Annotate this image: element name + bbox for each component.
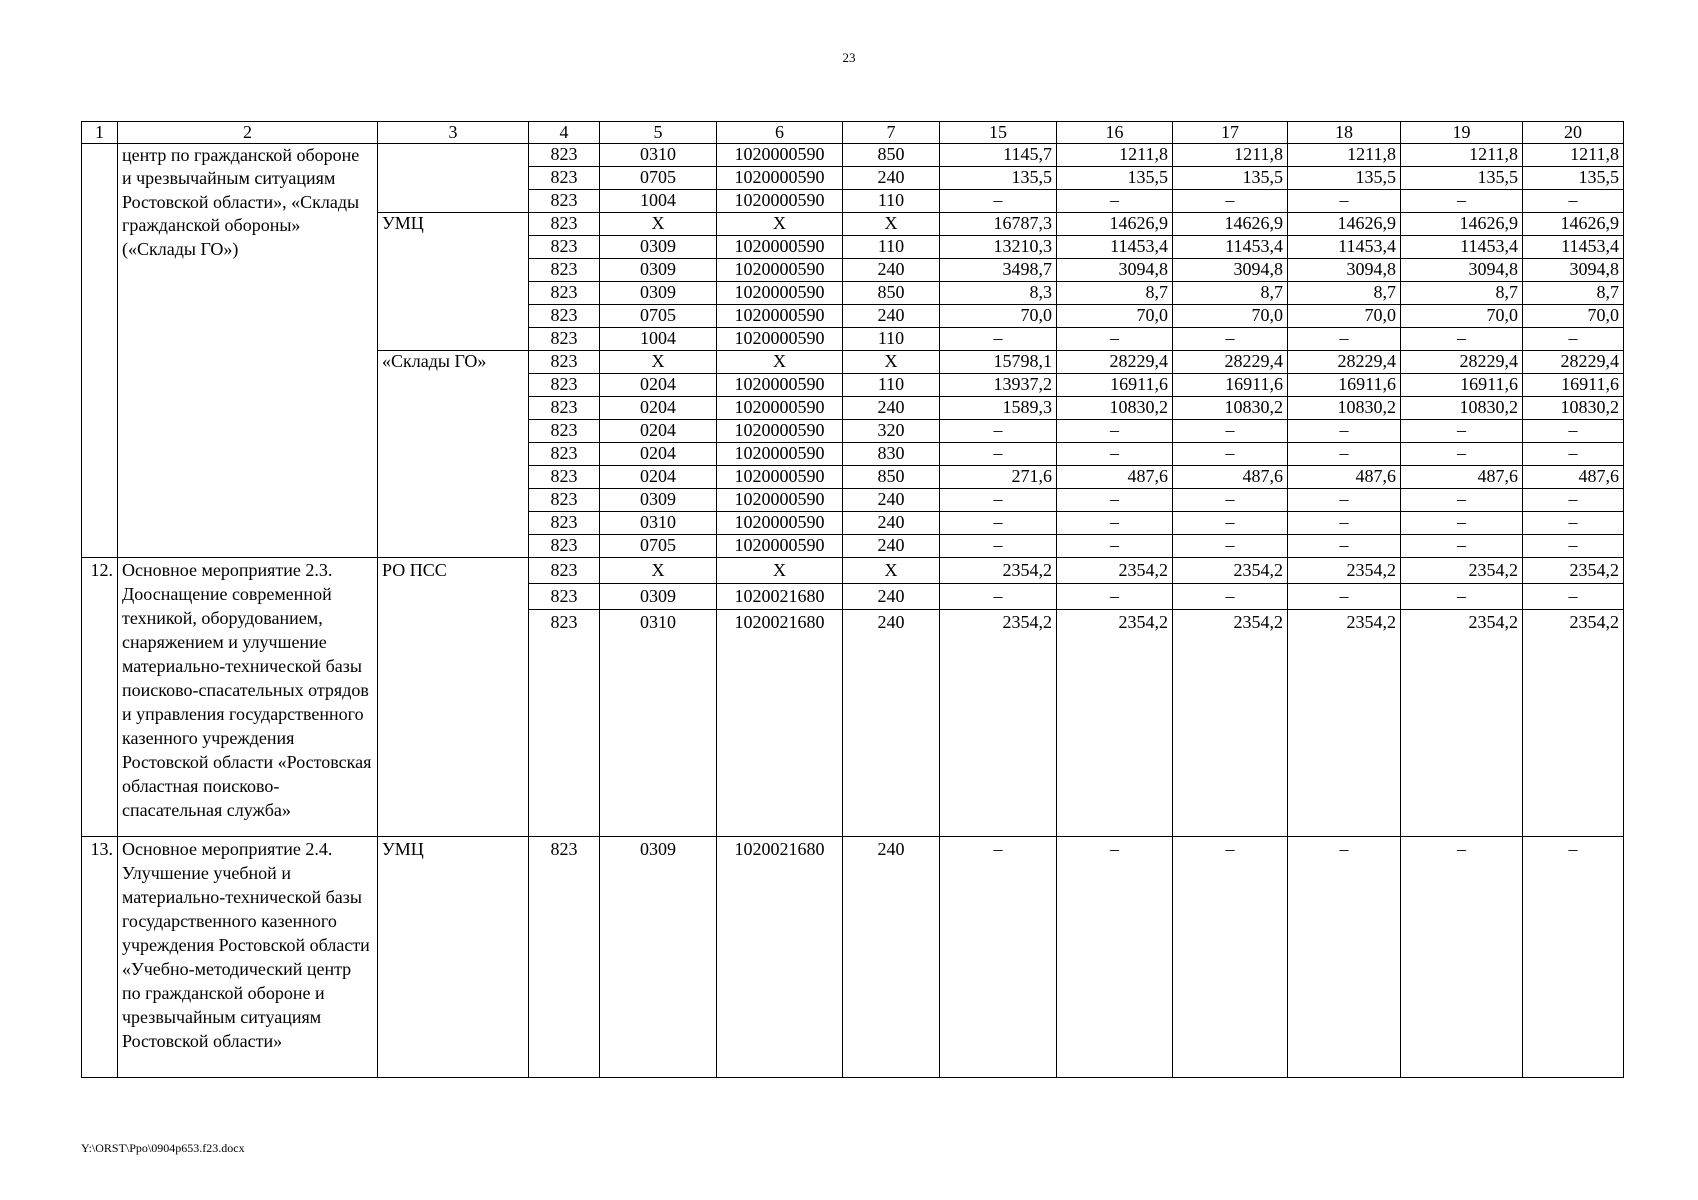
value-cell: 487,6 (1057, 466, 1173, 489)
column-header: 15 (940, 122, 1057, 144)
value-cell: 16787,3 (940, 213, 1057, 236)
value-cell: 11453,4 (1523, 236, 1624, 259)
value-cell: 14626,9 (1057, 213, 1173, 236)
code-cell: 823 (529, 512, 600, 535)
code-cell: 0204 (600, 374, 717, 397)
code-cell: 1020000590 (717, 420, 843, 443)
value-cell: – (1173, 837, 1288, 1078)
value-cell: – (1401, 535, 1523, 558)
value-cell: – (1288, 837, 1401, 1078)
value-cell: – (1523, 837, 1624, 1078)
value-cell: – (1173, 512, 1288, 535)
code-cell: 1020000590 (717, 328, 843, 351)
executor-cell: «Склады ГО» (378, 351, 529, 558)
value-cell: – (1523, 328, 1624, 351)
code-cell: Х (717, 213, 843, 236)
code-cell: 823 (529, 213, 600, 236)
executor-cell (378, 144, 529, 213)
code-cell: 0705 (600, 305, 717, 328)
code-cell: Х (843, 351, 940, 374)
code-cell: 823 (529, 610, 600, 837)
code-cell: 0310 (600, 512, 717, 535)
code-cell: 240 (843, 512, 940, 535)
value-cell: 28229,4 (1523, 351, 1624, 374)
code-cell: 0204 (600, 420, 717, 443)
value-cell: 8,7 (1523, 282, 1624, 305)
column-header: 19 (1401, 122, 1523, 144)
code-cell: 1020000590 (717, 489, 843, 512)
column-header: 16 (1057, 122, 1173, 144)
value-cell: 70,0 (940, 305, 1057, 328)
value-cell: 1145,7 (940, 144, 1057, 167)
code-cell: 850 (843, 144, 940, 167)
code-cell: 823 (529, 489, 600, 512)
value-cell: 3094,8 (1288, 259, 1401, 282)
code-cell: 240 (843, 259, 940, 282)
code-cell: 830 (843, 443, 940, 466)
value-cell: 70,0 (1173, 305, 1288, 328)
value-cell: 1211,8 (1057, 144, 1173, 167)
value-cell: – (940, 190, 1057, 213)
value-cell: – (1173, 489, 1288, 512)
value-cell: 14626,9 (1173, 213, 1288, 236)
value-cell: – (1173, 328, 1288, 351)
value-cell: 2354,2 (1523, 558, 1624, 584)
value-cell: – (1173, 443, 1288, 466)
value-cell: 2354,2 (1057, 558, 1173, 584)
code-cell: 1020000590 (717, 466, 843, 489)
value-cell: 271,6 (940, 466, 1057, 489)
value-cell: – (940, 512, 1057, 535)
code-cell: 240 (843, 397, 940, 420)
code-cell: 1020000590 (717, 144, 843, 167)
column-header: 6 (717, 122, 843, 144)
value-cell: 2354,2 (1288, 610, 1401, 837)
value-cell: 135,5 (1523, 167, 1624, 190)
value-cell: 487,6 (1288, 466, 1401, 489)
code-cell: 823 (529, 558, 600, 584)
row-number-cell (82, 144, 118, 558)
value-cell: 11453,4 (1057, 236, 1173, 259)
code-cell: 823 (529, 167, 600, 190)
activity-description: центр по гражданской обороне и чрезвычайным ситуациям Ростовской области», «Склады гражданской обороны» («Склады ГО») (118, 144, 378, 558)
code-cell: 1020000590 (717, 374, 843, 397)
code-cell: 1020000590 (717, 512, 843, 535)
table-row (82, 558, 1624, 584)
value-cell: – (1288, 584, 1401, 610)
code-cell: 823 (529, 420, 600, 443)
column-header: 20 (1523, 122, 1624, 144)
code-cell: 1020000590 (717, 259, 843, 282)
column-header: 5 (600, 122, 717, 144)
value-cell: – (1401, 443, 1523, 466)
value-cell: 13210,3 (940, 236, 1057, 259)
value-cell: – (1401, 190, 1523, 213)
code-cell: 1020000590 (717, 535, 843, 558)
value-cell: – (1173, 535, 1288, 558)
column-header: 3 (378, 122, 529, 144)
code-cell: 0204 (600, 443, 717, 466)
value-cell: – (940, 443, 1057, 466)
value-cell: 2354,2 (1288, 558, 1401, 584)
code-cell: 823 (529, 144, 600, 167)
code-cell: 823 (529, 584, 600, 610)
code-cell: 823 (529, 305, 600, 328)
code-cell: 0309 (600, 489, 717, 512)
value-cell: – (1401, 837, 1523, 1078)
code-cell: 320 (843, 420, 940, 443)
code-cell: 823 (529, 328, 600, 351)
value-cell: – (1173, 584, 1288, 610)
value-cell: 16911,6 (1173, 374, 1288, 397)
value-cell: – (940, 328, 1057, 351)
value-cell: – (1401, 512, 1523, 535)
code-cell: 240 (843, 610, 940, 837)
code-cell: 0705 (600, 535, 717, 558)
value-cell: – (1057, 512, 1173, 535)
value-cell: – (1288, 190, 1401, 213)
code-cell: 1020021680 (717, 584, 843, 610)
value-cell: – (940, 420, 1057, 443)
value-cell: 10830,2 (1173, 397, 1288, 420)
value-cell: 16911,6 (1401, 374, 1523, 397)
value-cell: 28229,4 (1057, 351, 1173, 374)
value-cell: 14626,9 (1288, 213, 1401, 236)
code-cell: 240 (843, 167, 940, 190)
code-cell: 823 (529, 397, 600, 420)
value-cell: 11453,4 (1173, 236, 1288, 259)
value-cell: 1589,3 (940, 397, 1057, 420)
value-cell: 3094,8 (1173, 259, 1288, 282)
code-cell: 823 (529, 374, 600, 397)
value-cell: 11453,4 (1288, 236, 1401, 259)
code-cell: 240 (843, 837, 940, 1078)
value-cell: 487,6 (1173, 466, 1288, 489)
value-cell: – (1523, 443, 1624, 466)
value-cell: 8,7 (1057, 282, 1173, 305)
header-row (82, 122, 1624, 144)
value-cell: 70,0 (1057, 305, 1173, 328)
value-cell: 3498,7 (940, 259, 1057, 282)
value-cell: – (1057, 443, 1173, 466)
value-cell: 1211,8 (1401, 144, 1523, 167)
value-cell: 8,7 (1173, 282, 1288, 305)
value-cell: 28229,4 (1173, 351, 1288, 374)
code-cell: 0204 (600, 397, 717, 420)
value-cell: 28229,4 (1288, 351, 1401, 374)
value-cell: 2354,2 (1173, 558, 1288, 584)
code-cell: 1020000590 (717, 282, 843, 305)
value-cell: – (1523, 420, 1624, 443)
page-number: 23 (842, 50, 856, 65)
code-cell: 823 (529, 837, 600, 1078)
budget-table (81, 121, 1624, 1078)
value-cell: 10830,2 (1288, 397, 1401, 420)
code-cell: 240 (843, 305, 940, 328)
code-cell: 1020000590 (717, 305, 843, 328)
value-cell: 16911,6 (1288, 374, 1401, 397)
code-cell: Х (600, 558, 717, 584)
row-number-cell: 12. (82, 558, 118, 837)
code-cell: 110 (843, 328, 940, 351)
code-cell: 823 (529, 466, 600, 489)
code-cell: 240 (843, 535, 940, 558)
value-cell: 2354,2 (1173, 610, 1288, 837)
value-cell: 10830,2 (1401, 397, 1523, 420)
column-header: 7 (843, 122, 940, 144)
value-cell: 13937,2 (940, 374, 1057, 397)
activity-description: Основное мероприятие 2.3. Дооснащение современной техникой, оборудованием, снаряжением и улучшение материально-технической базы поисково-спасательных отрядов и управления государственного казенного учреждения Ростовской области «Ростовская областная поисково-спасательная служба» (118, 558, 378, 837)
value-cell: 1211,8 (1288, 144, 1401, 167)
code-cell: 1020000590 (717, 397, 843, 420)
value-cell: 8,3 (940, 282, 1057, 305)
code-cell: 1020021680 (717, 610, 843, 837)
column-header: 1 (82, 122, 118, 144)
code-cell: Х (600, 213, 717, 236)
value-cell: 11453,4 (1401, 236, 1523, 259)
value-cell: 10830,2 (1057, 397, 1173, 420)
value-cell: 70,0 (1401, 305, 1523, 328)
value-cell: – (1057, 837, 1173, 1078)
value-cell: 135,5 (1288, 167, 1401, 190)
value-cell: 2354,2 (1401, 610, 1523, 837)
code-cell: Х (717, 558, 843, 584)
code-cell: 240 (843, 584, 940, 610)
value-cell: – (1288, 328, 1401, 351)
row-number-cell: 13. (82, 837, 118, 1078)
value-cell: – (1523, 489, 1624, 512)
executor-cell: УМЦ (378, 213, 529, 351)
value-cell: 15798,1 (940, 351, 1057, 374)
code-cell: 823 (529, 443, 600, 466)
code-cell: 0309 (600, 236, 717, 259)
code-cell: 0309 (600, 584, 717, 610)
value-cell: 14626,9 (1523, 213, 1624, 236)
code-cell: 0309 (600, 282, 717, 305)
value-cell: 135,5 (940, 167, 1057, 190)
value-cell: 135,5 (1401, 167, 1523, 190)
code-cell: 1020000590 (717, 443, 843, 466)
value-cell: – (1288, 443, 1401, 466)
table-row (82, 837, 1624, 1078)
code-cell: 823 (529, 351, 600, 374)
code-cell: 240 (843, 489, 940, 512)
value-cell: – (940, 489, 1057, 512)
value-cell: 10830,2 (1523, 397, 1624, 420)
value-cell: 135,5 (1173, 167, 1288, 190)
code-cell: 1004 (600, 328, 717, 351)
value-cell: – (1173, 190, 1288, 213)
code-cell: 0309 (600, 837, 717, 1078)
value-cell: 14626,9 (1401, 213, 1523, 236)
footer-file-path: Y:\ORST\Ppo\0904p653.f23.docx (81, 1141, 245, 1155)
value-cell: 70,0 (1288, 305, 1401, 328)
activity-description: Основное мероприятие 2.4. Улучшение учебной и материально-технической базы государственного казенного учреждения Ростовской области «Учебно-методический центр по гражданской обороне и чрезвычайным ситуациям Ростовской области» (118, 837, 378, 1078)
code-cell: 0705 (600, 167, 717, 190)
value-cell: – (1288, 535, 1401, 558)
value-cell: – (1173, 420, 1288, 443)
code-cell: 850 (843, 282, 940, 305)
code-cell: 823 (529, 236, 600, 259)
code-cell: 0204 (600, 466, 717, 489)
code-cell: 823 (529, 259, 600, 282)
value-cell: 487,6 (1401, 466, 1523, 489)
value-cell: – (1057, 535, 1173, 558)
value-cell: 28229,4 (1401, 351, 1523, 374)
value-cell: 2354,2 (1057, 610, 1173, 837)
column-header: 17 (1173, 122, 1288, 144)
value-cell: 2354,2 (1401, 558, 1523, 584)
code-cell: 823 (529, 535, 600, 558)
value-cell: 1211,8 (1523, 144, 1624, 167)
code-cell: 1020021680 (717, 837, 843, 1078)
value-cell: – (940, 535, 1057, 558)
code-cell: Х (843, 558, 940, 584)
code-cell: 0310 (600, 144, 717, 167)
value-cell: – (1401, 420, 1523, 443)
value-cell: – (1057, 584, 1173, 610)
value-cell: – (1523, 584, 1624, 610)
column-header: 18 (1288, 122, 1401, 144)
value-cell: 70,0 (1523, 305, 1624, 328)
value-cell: – (1057, 489, 1173, 512)
value-cell: – (1057, 420, 1173, 443)
code-cell: 1020000590 (717, 190, 843, 213)
code-cell: 823 (529, 282, 600, 305)
value-cell: 3094,8 (1523, 259, 1624, 282)
code-cell: 0309 (600, 259, 717, 282)
code-cell: 0310 (600, 610, 717, 837)
value-cell: 3094,8 (1057, 259, 1173, 282)
value-cell: 1211,8 (1173, 144, 1288, 167)
value-cell: – (940, 837, 1057, 1078)
value-cell: – (1288, 489, 1401, 512)
value-cell: – (1523, 512, 1624, 535)
value-cell: 135,5 (1057, 167, 1173, 190)
value-cell: – (1401, 328, 1523, 351)
code-cell: 110 (843, 190, 940, 213)
value-cell: 8,7 (1401, 282, 1523, 305)
code-cell: 823 (529, 190, 600, 213)
executor-cell: РО ПСС (378, 558, 529, 837)
value-cell: – (1288, 420, 1401, 443)
column-header: 4 (529, 122, 600, 144)
value-cell: – (1057, 190, 1173, 213)
code-cell: Х (843, 213, 940, 236)
code-cell: 1020000590 (717, 236, 843, 259)
code-cell: 1020000590 (717, 167, 843, 190)
code-cell: 110 (843, 236, 940, 259)
value-cell: – (1057, 328, 1173, 351)
value-cell: – (1288, 512, 1401, 535)
code-cell: 850 (843, 466, 940, 489)
value-cell: 2354,2 (940, 558, 1057, 584)
value-cell: 16911,6 (1057, 374, 1173, 397)
value-cell: – (1523, 535, 1624, 558)
value-cell: – (1401, 584, 1523, 610)
value-cell: 487,6 (1523, 466, 1624, 489)
value-cell: – (1523, 190, 1624, 213)
value-cell: 2354,2 (1523, 610, 1624, 837)
column-header: 2 (118, 122, 378, 144)
code-cell: Х (717, 351, 843, 374)
value-cell: 8,7 (1288, 282, 1401, 305)
value-cell: – (1401, 489, 1523, 512)
value-cell: 3094,8 (1401, 259, 1523, 282)
code-cell: 1004 (600, 190, 717, 213)
table-row (82, 144, 1624, 167)
executor-cell: УМЦ (378, 837, 529, 1078)
value-cell: 16911,6 (1523, 374, 1624, 397)
value-cell: 2354,2 (940, 610, 1057, 837)
code-cell: 110 (843, 374, 940, 397)
value-cell: – (940, 584, 1057, 610)
code-cell: Х (600, 351, 717, 374)
